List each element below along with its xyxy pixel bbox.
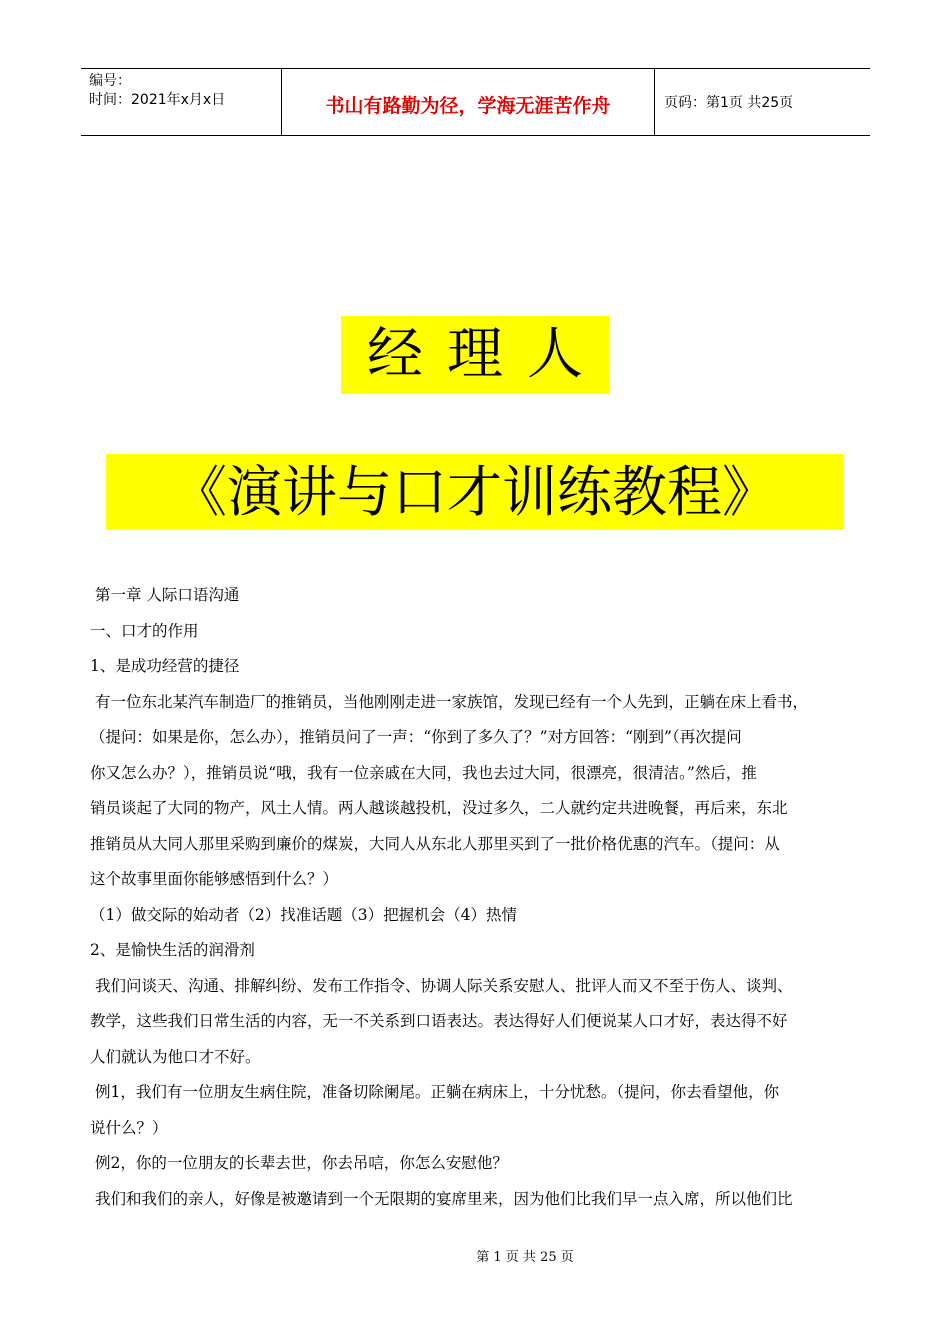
document-title-line2: 《演讲与口才训练教程》 (106, 454, 843, 530)
body-line: 说什么？） (90, 1118, 168, 1137)
page-header (81, 68, 870, 136)
body-line: 例1，我们有一位朋友生病住院，准备切除阑尾。正躺在病床上，十分忧愁。（提问，你去看望他，你 (95, 1083, 780, 1101)
body-line: （提问：如果是你，怎么办），推销员问了一声：“你到了多久了？”对方回答：“刚到”（再次提问 (90, 728, 742, 746)
document-body (90, 578, 860, 1217)
header-page-code: 页码：第1页 共25页 (664, 95, 794, 111)
body-line: 这个故事里面你能够感悟到什么？） (90, 870, 339, 888)
section-heading: 一、口才的作用 (90, 621, 199, 640)
body-line: 销员谈起了大同的物产，风土人情。两人越谈越投机，没过多久，二人就约定共进晚餐，再后来，东北 (90, 799, 788, 817)
body-line: 有一位东北某汽车制造厂的推销员，当他刚刚走进一家族馆，发现已经有一个人先到，正躺在床上看书， (95, 692, 809, 711)
body-line: （1）做交际的始动者（2）找准话题（3）把握机会（4）热情 (90, 905, 517, 924)
body-line: 推销员从大同人那里采购到廉价的煤炭，大同人从东北人那里买到了一批价格优惠的汽车。（提问：从 (90, 834, 780, 853)
subsection-heading: 2、是愉快生活的润滑剂 (90, 941, 255, 959)
header-number-label: 编号： (89, 73, 131, 89)
body-line: 例2，你的一位朋友的长辈去世，你去吊唁，你怎么安慰他？ (95, 1154, 508, 1172)
page-footer: 第 1 页 共 25 页 (476, 1250, 574, 1265)
subsection-heading: 1、是成功经营的捷径 (90, 657, 240, 675)
chapter-heading: 第一章 人际口语沟通 (95, 586, 240, 604)
body-line: 我们和我们的亲人，好像是被邀请到一个无限期的宴席里来，因为他们比我们早一点入席，所以他们比 (95, 1189, 793, 1208)
header-motto: 书山有路勤为径，学海无涯苦作舟 (282, 69, 655, 135)
header-meta-cell (81, 69, 282, 135)
body-line: 人们就认为他口才不好。 (90, 1047, 261, 1066)
body-line: 教学，这些我们日常生活的内容，无一不关系到口语表达。表达得好人们便说某人口才好，表达得不好 (90, 1012, 788, 1030)
body-line: 我们问谈天、沟通、排解纠纷、发布工作指令、协调人际关系安慰人、批评人而又不至于伤人、谈判、 (95, 976, 793, 995)
header-time-label: 时间：2021年x月x日 (89, 92, 226, 108)
document-title-line1: 经理人 (341, 316, 609, 394)
body-line: 你又怎么办？），推销员说“哦，我有一位亲戚在大同，我也去过大同，很漂亮，很清洁。”然后，推 (90, 763, 757, 782)
